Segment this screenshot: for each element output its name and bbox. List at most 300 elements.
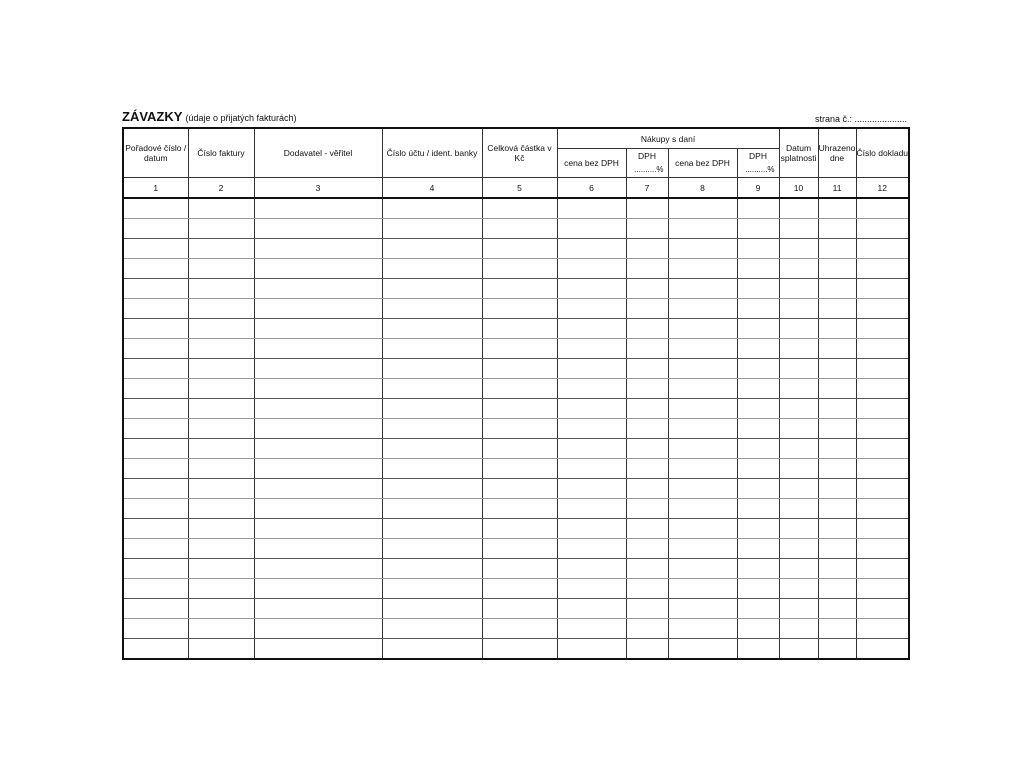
table-cell[interactable] — [737, 339, 779, 359]
table-cell[interactable] — [626, 479, 668, 499]
table-cell[interactable] — [382, 299, 482, 319]
table-cell[interactable] — [737, 419, 779, 439]
table-cell[interactable] — [818, 519, 856, 539]
table-cell[interactable] — [557, 559, 626, 579]
table-cell[interactable] — [254, 239, 382, 259]
ledger-body — [123, 198, 909, 659]
table-cell[interactable] — [737, 559, 779, 579]
table-cell[interactable] — [779, 619, 818, 639]
table-cell[interactable] — [123, 299, 188, 319]
table-cell[interactable] — [482, 479, 557, 499]
table-cell[interactable] — [123, 379, 188, 399]
table-cell[interactable] — [254, 379, 382, 399]
table-cell[interactable] — [123, 219, 188, 239]
table-cell[interactable] — [737, 599, 779, 619]
table-cell[interactable] — [382, 279, 482, 299]
table-cell[interactable] — [856, 439, 909, 459]
table-cell[interactable] — [557, 219, 626, 239]
table-cell[interactable] — [482, 639, 557, 660]
table-cell[interactable] — [668, 359, 737, 379]
table-cell[interactable] — [668, 239, 737, 259]
table-cell[interactable] — [856, 259, 909, 279]
table-cell[interactable] — [254, 499, 382, 519]
table-cell[interactable] — [779, 319, 818, 339]
table-cell[interactable] — [557, 479, 626, 499]
table-cell[interactable] — [626, 459, 668, 479]
table-cell[interactable] — [188, 439, 254, 459]
table-cell[interactable] — [737, 279, 779, 299]
table-cell[interactable] — [123, 599, 188, 619]
column-number: 9 — [737, 178, 779, 199]
table-cell[interactable] — [856, 619, 909, 639]
table-cell[interactable] — [779, 299, 818, 319]
table-cell[interactable] — [188, 259, 254, 279]
table-cell[interactable] — [482, 359, 557, 379]
column-number: 5 — [482, 178, 557, 199]
table-cell[interactable] — [123, 539, 188, 559]
table-cell[interactable] — [856, 479, 909, 499]
table-cell[interactable] — [382, 419, 482, 439]
col-header-price-excl-vat-2: cena bez DPH — [668, 149, 737, 178]
table-cell[interactable] — [482, 599, 557, 619]
col-header-purchases-group: Nákupy s daní — [557, 128, 779, 149]
column-number-row — [123, 178, 909, 199]
table-cell[interactable] — [626, 419, 668, 439]
table-cell[interactable] — [123, 619, 188, 639]
table-cell[interactable] — [188, 339, 254, 359]
table-cell[interactable] — [382, 239, 482, 259]
table-cell[interactable] — [188, 519, 254, 539]
table-cell[interactable] — [254, 639, 382, 660]
table-cell[interactable] — [557, 279, 626, 299]
table-cell[interactable] — [188, 319, 254, 339]
table-cell[interactable] — [188, 198, 254, 219]
table-cell[interactable] — [254, 619, 382, 639]
table-cell[interactable] — [188, 619, 254, 639]
table-cell[interactable] — [482, 619, 557, 639]
table-cell[interactable] — [779, 399, 818, 419]
table-cell[interactable] — [668, 198, 737, 219]
table-cell[interactable] — [254, 339, 382, 359]
table-cell[interactable] — [737, 639, 779, 660]
table-cell[interactable] — [482, 519, 557, 539]
table-cell[interactable] — [818, 359, 856, 379]
table-cell[interactable] — [254, 299, 382, 319]
table-cell[interactable] — [254, 279, 382, 299]
table-cell[interactable] — [737, 198, 779, 219]
table-cell[interactable] — [668, 279, 737, 299]
table-cell[interactable] — [626, 499, 668, 519]
table-cell[interactable] — [382, 599, 482, 619]
table-cell[interactable] — [382, 559, 482, 579]
table-cell[interactable] — [482, 198, 557, 219]
table-cell[interactable] — [668, 339, 737, 359]
table-cell[interactable] — [626, 639, 668, 660]
table-cell[interactable] — [188, 359, 254, 379]
table-cell[interactable] — [254, 599, 382, 619]
table-cell[interactable] — [668, 459, 737, 479]
table-cell[interactable] — [779, 279, 818, 299]
table-cell[interactable] — [482, 379, 557, 399]
table-cell[interactable] — [382, 539, 482, 559]
table-cell[interactable] — [668, 399, 737, 419]
table-cell[interactable] — [626, 339, 668, 359]
table-cell[interactable] — [856, 379, 909, 399]
table-cell[interactable] — [818, 339, 856, 359]
table-cell[interactable] — [856, 219, 909, 239]
table-cell[interactable] — [818, 239, 856, 259]
table-cell[interactable] — [557, 519, 626, 539]
table-cell[interactable] — [818, 459, 856, 479]
table-cell[interactable] — [856, 599, 909, 619]
table-cell[interactable] — [779, 439, 818, 459]
table-cell[interactable] — [626, 379, 668, 399]
table-cell[interactable] — [123, 399, 188, 419]
table-cell[interactable] — [737, 539, 779, 559]
table-cell[interactable] — [254, 579, 382, 599]
table-row — [123, 519, 909, 539]
table-cell[interactable] — [818, 279, 856, 299]
table-cell[interactable] — [626, 619, 668, 639]
table-cell[interactable] — [818, 539, 856, 559]
table-cell[interactable] — [557, 499, 626, 519]
table-cell[interactable] — [382, 499, 482, 519]
table-cell[interactable] — [382, 198, 482, 219]
column-number: 7 — [626, 178, 668, 199]
table-cell[interactable] — [737, 399, 779, 419]
table-cell[interactable] — [856, 239, 909, 259]
table-cell[interactable] — [254, 519, 382, 539]
table-cell[interactable] — [557, 299, 626, 319]
table-cell[interactable] — [188, 559, 254, 579]
table-cell[interactable] — [779, 639, 818, 660]
table-cell[interactable] — [382, 459, 482, 479]
table-cell[interactable] — [557, 319, 626, 339]
table-cell[interactable] — [254, 459, 382, 479]
table-cell[interactable] — [856, 639, 909, 660]
table-cell[interactable] — [626, 519, 668, 539]
table-cell[interactable] — [557, 239, 626, 259]
table-cell[interactable] — [123, 639, 188, 660]
table-cell[interactable] — [668, 599, 737, 619]
table-cell[interactable] — [818, 639, 856, 660]
table-cell[interactable] — [668, 479, 737, 499]
table-cell[interactable] — [737, 579, 779, 599]
table-cell[interactable] — [557, 198, 626, 219]
table-row — [123, 539, 909, 559]
table-cell[interactable] — [382, 639, 482, 660]
col-header-vat-2 — [737, 149, 779, 178]
table-cell[interactable] — [123, 319, 188, 339]
table-cell[interactable] — [818, 299, 856, 319]
table-cell[interactable] — [557, 439, 626, 459]
table-cell[interactable] — [482, 259, 557, 279]
table-cell[interactable] — [668, 319, 737, 339]
table-cell[interactable] — [668, 559, 737, 579]
table-cell[interactable] — [557, 619, 626, 639]
table-cell[interactable] — [779, 459, 818, 479]
table-cell[interactable] — [737, 479, 779, 499]
table-cell[interactable] — [382, 219, 482, 239]
table-cell[interactable] — [188, 379, 254, 399]
table-cell[interactable] — [482, 339, 557, 359]
table-cell[interactable] — [668, 259, 737, 279]
table-cell[interactable] — [626, 539, 668, 559]
table-cell[interactable] — [779, 379, 818, 399]
table-cell[interactable] — [557, 359, 626, 379]
table-cell[interactable] — [123, 459, 188, 479]
table-cell[interactable] — [188, 219, 254, 239]
vat-2-label: DPH — [749, 151, 767, 161]
table-cell[interactable] — [818, 559, 856, 579]
table-cell[interactable] — [856, 519, 909, 539]
table-cell[interactable] — [382, 319, 482, 339]
table-cell[interactable] — [668, 419, 737, 439]
table-cell[interactable] — [779, 599, 818, 619]
table-cell[interactable] — [626, 319, 668, 339]
table-cell[interactable] — [818, 599, 856, 619]
table-cell[interactable] — [254, 319, 382, 339]
table-cell[interactable] — [856, 419, 909, 439]
table-cell[interactable] — [382, 579, 482, 599]
table-row — [123, 339, 909, 359]
table-cell[interactable] — [737, 519, 779, 539]
table-cell[interactable] — [482, 579, 557, 599]
table-cell[interactable] — [123, 359, 188, 379]
form-title: ZÁVAZKY — [122, 109, 183, 124]
table-cell[interactable] — [626, 559, 668, 579]
table-cell[interactable] — [668, 499, 737, 519]
table-cell[interactable] — [626, 439, 668, 459]
table-cell[interactable] — [482, 399, 557, 419]
table-cell[interactable] — [818, 579, 856, 599]
table-cell[interactable] — [188, 579, 254, 599]
table-cell[interactable] — [123, 579, 188, 599]
table-cell[interactable] — [557, 579, 626, 599]
table-row — [123, 599, 909, 619]
table-cell[interactable] — [557, 459, 626, 479]
table-cell[interactable] — [818, 439, 856, 459]
table-cell[interactable] — [123, 339, 188, 359]
table-row — [123, 499, 909, 519]
table-cell[interactable] — [382, 339, 482, 359]
table-cell[interactable] — [737, 359, 779, 379]
table-cell[interactable] — [188, 459, 254, 479]
table-cell[interactable] — [779, 579, 818, 599]
table-cell[interactable] — [818, 379, 856, 399]
table-cell[interactable] — [482, 539, 557, 559]
table-cell[interactable] — [123, 198, 188, 219]
table-cell[interactable] — [123, 439, 188, 459]
table-cell[interactable] — [482, 459, 557, 479]
table-cell[interactable] — [737, 299, 779, 319]
table-cell[interactable] — [123, 259, 188, 279]
table-cell[interactable] — [737, 219, 779, 239]
table-cell[interactable] — [668, 519, 737, 539]
table-row — [123, 619, 909, 639]
table-cell[interactable] — [254, 439, 382, 459]
column-number: 4 — [382, 178, 482, 199]
table-cell[interactable] — [254, 198, 382, 219]
table-cell[interactable] — [668, 299, 737, 319]
table-cell[interactable] — [382, 619, 482, 639]
table-cell[interactable] — [668, 539, 737, 559]
table-cell[interactable] — [482, 419, 557, 439]
table-cell[interactable] — [482, 319, 557, 339]
table-cell[interactable] — [818, 619, 856, 639]
table-cell[interactable] — [626, 399, 668, 419]
table-cell[interactable] — [779, 499, 818, 519]
table-cell[interactable] — [482, 219, 557, 239]
table-cell[interactable] — [856, 299, 909, 319]
table-cell[interactable] — [188, 299, 254, 319]
table-cell[interactable] — [668, 219, 737, 239]
table-cell[interactable] — [856, 399, 909, 419]
col-header-account: Číslo účtu / ident. banky — [382, 128, 482, 178]
table-cell[interactable] — [382, 259, 482, 279]
table-cell[interactable] — [557, 639, 626, 660]
table-cell[interactable] — [737, 459, 779, 479]
table-cell[interactable] — [856, 559, 909, 579]
table-cell[interactable] — [856, 279, 909, 299]
table-row — [123, 579, 909, 599]
table-cell[interactable] — [818, 499, 856, 519]
table-cell[interactable] — [254, 539, 382, 559]
table-cell[interactable] — [737, 439, 779, 459]
table-cell[interactable] — [737, 499, 779, 519]
table-cell[interactable] — [737, 619, 779, 639]
table-cell[interactable] — [779, 339, 818, 359]
table-cell[interactable] — [779, 539, 818, 559]
table-cell[interactable] — [382, 479, 482, 499]
table-cell[interactable] — [557, 599, 626, 619]
table-cell[interactable] — [856, 459, 909, 479]
col-header-paid-on: Uhrazeno dne — [818, 128, 856, 178]
table-cell[interactable] — [856, 319, 909, 339]
table-cell[interactable] — [818, 399, 856, 419]
table-cell[interactable] — [856, 339, 909, 359]
table-cell[interactable] — [123, 239, 188, 259]
table-cell[interactable] — [737, 379, 779, 399]
table-cell[interactable] — [188, 419, 254, 439]
table-cell[interactable] — [668, 619, 737, 639]
table-cell[interactable] — [668, 379, 737, 399]
table-row — [123, 279, 909, 299]
table-cell[interactable] — [818, 259, 856, 279]
table-cell[interactable] — [254, 559, 382, 579]
table-cell[interactable] — [856, 579, 909, 599]
table-cell[interactable] — [779, 259, 818, 279]
table-cell[interactable] — [254, 479, 382, 499]
table-cell[interactable] — [482, 499, 557, 519]
table-cell[interactable] — [123, 279, 188, 299]
table-cell[interactable] — [123, 479, 188, 499]
table-cell[interactable] — [626, 198, 668, 219]
table-cell[interactable] — [856, 359, 909, 379]
table-cell[interactable] — [737, 239, 779, 259]
table-cell[interactable] — [856, 539, 909, 559]
table-cell[interactable] — [188, 279, 254, 299]
table-cell[interactable] — [482, 299, 557, 319]
table-cell[interactable] — [779, 198, 818, 219]
table-cell[interactable] — [779, 359, 818, 379]
table-cell[interactable] — [856, 198, 909, 219]
table-cell[interactable] — [482, 239, 557, 259]
table-cell[interactable] — [123, 419, 188, 439]
table-cell[interactable] — [626, 299, 668, 319]
table-cell[interactable] — [254, 259, 382, 279]
table-cell[interactable] — [188, 479, 254, 499]
table-cell[interactable] — [188, 499, 254, 519]
table-cell[interactable] — [779, 239, 818, 259]
table-cell[interactable] — [254, 219, 382, 239]
table-cell[interactable] — [626, 579, 668, 599]
table-cell[interactable] — [818, 479, 856, 499]
table-cell[interactable] — [779, 559, 818, 579]
table-cell[interactable] — [626, 599, 668, 619]
table-cell[interactable] — [482, 439, 557, 459]
table-cell[interactable] — [779, 479, 818, 499]
table-cell[interactable] — [382, 359, 482, 379]
table-cell[interactable] — [254, 359, 382, 379]
table-cell[interactable] — [856, 499, 909, 519]
table-cell[interactable] — [254, 419, 382, 439]
table-cell[interactable] — [737, 319, 779, 339]
table-cell[interactable] — [626, 239, 668, 259]
table-cell[interactable] — [482, 279, 557, 299]
table-cell[interactable] — [668, 439, 737, 459]
table-cell[interactable] — [818, 219, 856, 239]
table-cell[interactable] — [188, 239, 254, 259]
table-cell[interactable] — [626, 279, 668, 299]
table-cell[interactable] — [557, 419, 626, 439]
table-cell[interactable] — [188, 599, 254, 619]
table-row — [123, 559, 909, 579]
table-cell[interactable] — [779, 519, 818, 539]
table-cell[interactable] — [557, 259, 626, 279]
table-cell[interactable] — [668, 639, 737, 660]
table-cell[interactable] — [382, 439, 482, 459]
table-cell[interactable] — [557, 399, 626, 419]
table-cell[interactable] — [382, 519, 482, 539]
table-cell[interactable] — [382, 379, 482, 399]
table-cell[interactable] — [818, 419, 856, 439]
table-cell[interactable] — [123, 499, 188, 519]
table-cell[interactable] — [382, 399, 482, 419]
table-cell[interactable] — [557, 379, 626, 399]
table-cell[interactable] — [737, 259, 779, 279]
table-cell[interactable] — [188, 639, 254, 660]
table-cell[interactable] — [818, 198, 856, 219]
table-cell[interactable] — [668, 579, 737, 599]
table-cell[interactable] — [626, 219, 668, 239]
table-cell[interactable] — [779, 419, 818, 439]
table-cell[interactable] — [626, 259, 668, 279]
table-cell[interactable] — [188, 399, 254, 419]
col-header-document-number: Číslo dokladu — [856, 128, 909, 178]
table-cell[interactable] — [557, 339, 626, 359]
table-cell[interactable] — [482, 559, 557, 579]
table-cell[interactable] — [818, 319, 856, 339]
table-cell[interactable] — [626, 359, 668, 379]
table-cell[interactable] — [123, 559, 188, 579]
col-header-total: Celková částka v Kč — [482, 128, 557, 178]
table-cell[interactable] — [557, 539, 626, 559]
table-cell[interactable] — [779, 219, 818, 239]
table-cell[interactable] — [123, 519, 188, 539]
table-cell[interactable] — [254, 399, 382, 419]
table-cell[interactable] — [188, 539, 254, 559]
